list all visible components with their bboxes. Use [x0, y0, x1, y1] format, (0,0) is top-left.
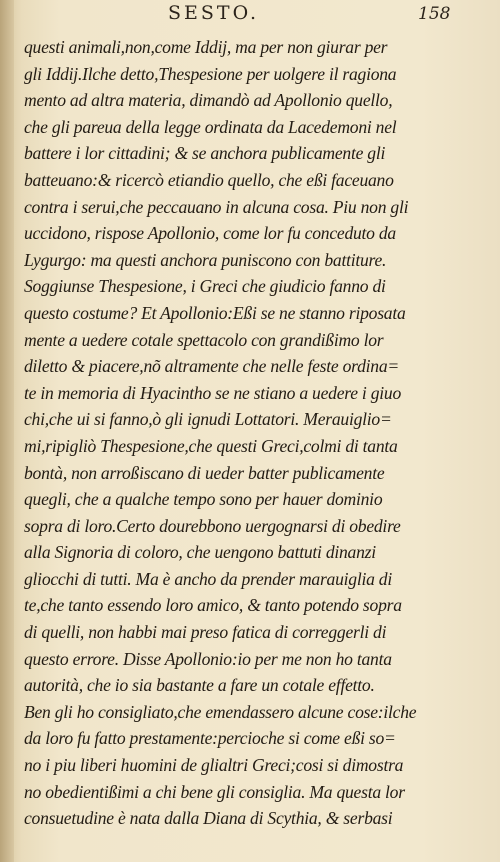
text-line: quegli, che a qualche tempo sono per hauer dominio	[24, 489, 383, 510]
text-line: battere i lor cittadini; & se anchora publicamente gli	[24, 143, 386, 164]
text-line: autorità, che io sia bastante a fare un cotale effetto.	[24, 675, 375, 696]
text-line: da loro fu fatto prestamente:percioche si come eßi so=	[24, 728, 396, 749]
text-line: no obedientißimi a chi bene gli consiglia. Ma questa lor	[24, 781, 405, 802]
text-line: questo errore. Disse Apollonio:io per me non ho tanta	[24, 648, 392, 669]
text-line: uccidono, rispose Apollonio, come lor fu conceduto da	[24, 223, 396, 244]
text-line: alla Signoria di coloro, che uengono battuti dinanzi	[24, 542, 376, 563]
text-line: diletto & piacere,nõ altramente che nelle feste ordina=	[24, 356, 399, 377]
running-head: SESTO.	[168, 2, 260, 24]
text-line: di quelli, non habbi mai preso fatica di correggerli di	[24, 622, 387, 643]
text-line: Ben gli ho consigliato,che emendassero alcune cose:ilche	[24, 701, 417, 722]
text-line: mento ad altra materia, dimandò ad Apollonio quello,	[24, 90, 393, 111]
text-line: gli Iddij.Ilche detto,Thespesione per uolgere il ragiona	[24, 63, 397, 84]
page-number: 158	[418, 4, 451, 24]
text-line: mi,ripigliò Thespesione,che questi Greci,colmi di tanta	[24, 435, 398, 456]
body-text	[24, 34, 490, 832]
text-line: questo costume? Et Apollonio:Eßi se ne stanno riposata	[24, 302, 406, 323]
text-line: bontà, non arroßiscano di ueder batter publicamente	[24, 462, 385, 483]
text-line: no i piu liberi huomini de glialtri Greci;cosi si dimostra	[24, 755, 404, 776]
text-line: te in memoria di Hyacintho se ne stiano a uedere i giuo	[24, 382, 401, 403]
text-line: Soggiunse Thespesione, i Greci che giudicio fanno di	[24, 276, 386, 297]
text-line: contra i serui,che peccauano in alcuna cosa. Piu non gli	[24, 196, 409, 217]
page-gutter-shadow	[0, 0, 14, 862]
text-line: gliocchi di tutti. Ma è ancho da prender marauiglia di	[24, 568, 392, 589]
text-line: chi,che ui si fanno,ò gli ignudi Lottatori. Merauiglio=	[24, 409, 392, 430]
text-line: te,che tanto essendo loro amico, & tanto potendo sopra	[24, 595, 402, 616]
text-line: sopra di loro.Certo dourebbono uergognarsi di obedire	[24, 515, 401, 536]
text-line: Lygurgo: ma questi anchora puniscono con battiture.	[24, 249, 387, 270]
text-line: mente a uedere cotale spettacolo con grandißimo lor	[24, 329, 384, 350]
page-header	[0, 2, 500, 28]
text-line: consuetudine è nata dalla Diana di Scythia, & serbasi	[24, 808, 393, 829]
text-line: questi animali,non,come Iddij, ma per non giurar per	[24, 37, 388, 57]
text-line: che gli pareua della legge ordinata da Lacedemoni nel	[24, 116, 397, 137]
text-line: batteuano:& ricercò etiandio quello, che eßi faceuano	[24, 169, 394, 190]
